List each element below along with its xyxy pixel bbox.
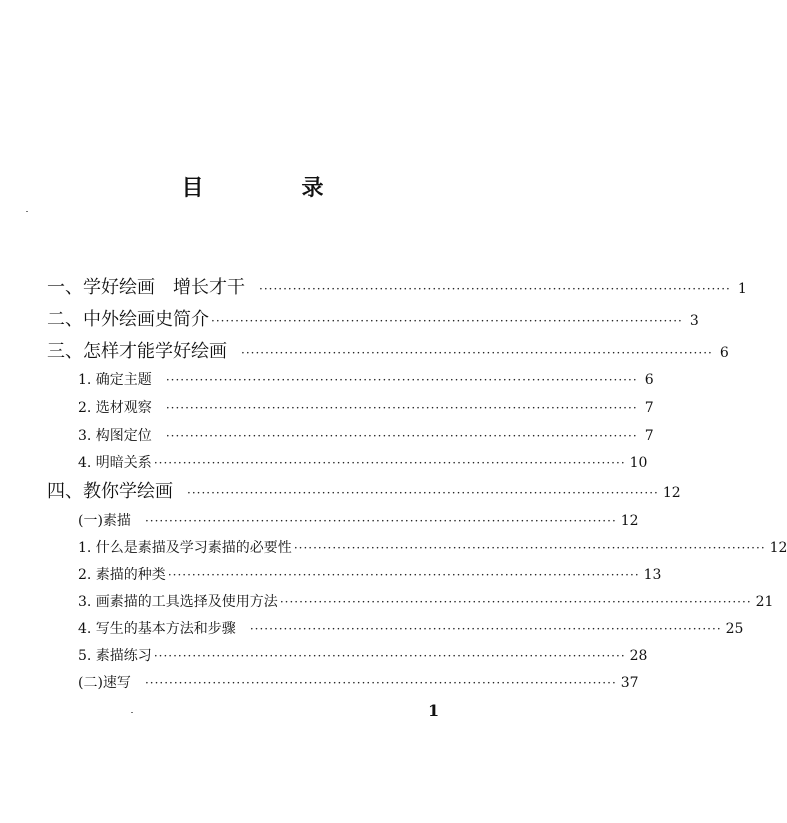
toc-entry[interactable] (47, 340, 729, 364)
toc-entry[interactable] (78, 369, 654, 391)
toc-entry-page: 12 (662, 485, 681, 501)
dot-leader: ·································································································· (153, 649, 626, 663)
page-title: 目 录 (181, 176, 362, 201)
toc-entry[interactable] (47, 308, 699, 332)
toc-entry-label: 3. 构图定位 (78, 428, 152, 444)
toc-entry-label: 4. 写生的基本方法和步骤 (78, 621, 236, 637)
dot-leader: ·································································································· (144, 514, 617, 528)
dot-leader: ·································································································· (259, 282, 731, 296)
toc-entry-label: 二、中外绘画史简介 (47, 309, 209, 330)
dot-leader: ·································································································· (211, 314, 683, 328)
toc-entry-label: (二)速写 (78, 675, 131, 691)
toc-entry[interactable] (78, 425, 654, 447)
toc-entry[interactable] (78, 591, 774, 613)
toc-entry-page: 37 (620, 675, 639, 691)
toc-entry-page: 10 (629, 455, 648, 471)
toc-entry[interactable] (47, 276, 747, 300)
toc-entry-label: 4. 明暗关系 (78, 455, 152, 471)
toc-entry-page: 25 (725, 621, 744, 637)
dot-leader: ·································································································· (165, 401, 638, 415)
toc-entry-label: 三、怎样才能学好绘画 (47, 341, 227, 362)
toc-entry-page: 12 (769, 540, 787, 556)
toc-entry-label: (一)素描 (78, 513, 131, 529)
toc-entry-page: 21 (755, 594, 774, 610)
dot-leader: ·································································································· (187, 486, 659, 500)
toc-entry[interactable] (78, 645, 648, 667)
dot-leader: ·································································································· (165, 373, 638, 387)
toc-entry-label: 2. 素描的种类 (78, 567, 166, 583)
toc-entry-page: 7 (644, 428, 654, 444)
toc-entry-page: 6 (644, 372, 654, 388)
toc-entry-page: 12 (620, 513, 639, 529)
dot-leader: ·································································································· (144, 676, 617, 690)
toc-entry-label: 2. 选材观察 (78, 400, 152, 416)
toc-entry[interactable] (78, 537, 787, 559)
scan-speck (26, 211, 28, 212)
toc-entry-page: 7 (644, 400, 654, 416)
toc-entry-label: 四、教你学绘画 (47, 481, 173, 502)
scan-speck (131, 712, 133, 713)
toc-entry[interactable] (78, 452, 648, 474)
dot-leader: ·································································································· (293, 541, 766, 555)
toc-entry[interactable] (78, 397, 654, 419)
toc-entry-page: 28 (629, 648, 648, 664)
dot-leader: ·································································································· (167, 568, 640, 582)
toc-entry-label: 3. 画素描的工具选择及使用方法 (78, 594, 278, 610)
toc-entry[interactable] (78, 618, 744, 640)
toc-entry-label: 1. 确定主题 (78, 372, 152, 388)
page-number: 1 (428, 701, 440, 720)
toc-entry-page: 1 (737, 281, 747, 297)
dot-leader: ·································································································· (241, 346, 713, 360)
toc-entry-label: 1. 什么是素描及学习素描的必要性 (78, 540, 292, 556)
toc-entry-label: 5. 素描练习 (78, 648, 152, 664)
toc-entry-label: 一、学好绘画 增长才干 (47, 277, 245, 298)
toc-entry[interactable] (47, 480, 681, 504)
toc-entry[interactable] (78, 564, 662, 586)
dot-leader: ·································································································· (279, 595, 752, 609)
dot-leader: ·································································································· (153, 456, 626, 470)
dot-leader: ·································································································· (249, 622, 722, 636)
toc-entry-page: 13 (643, 567, 662, 583)
toc-entry[interactable] (78, 672, 639, 694)
toc-entry[interactable] (78, 510, 639, 532)
toc-entry-page: 6 (719, 345, 729, 361)
dot-leader: ·································································································· (165, 429, 638, 443)
toc-entry-page: 3 (689, 313, 699, 329)
